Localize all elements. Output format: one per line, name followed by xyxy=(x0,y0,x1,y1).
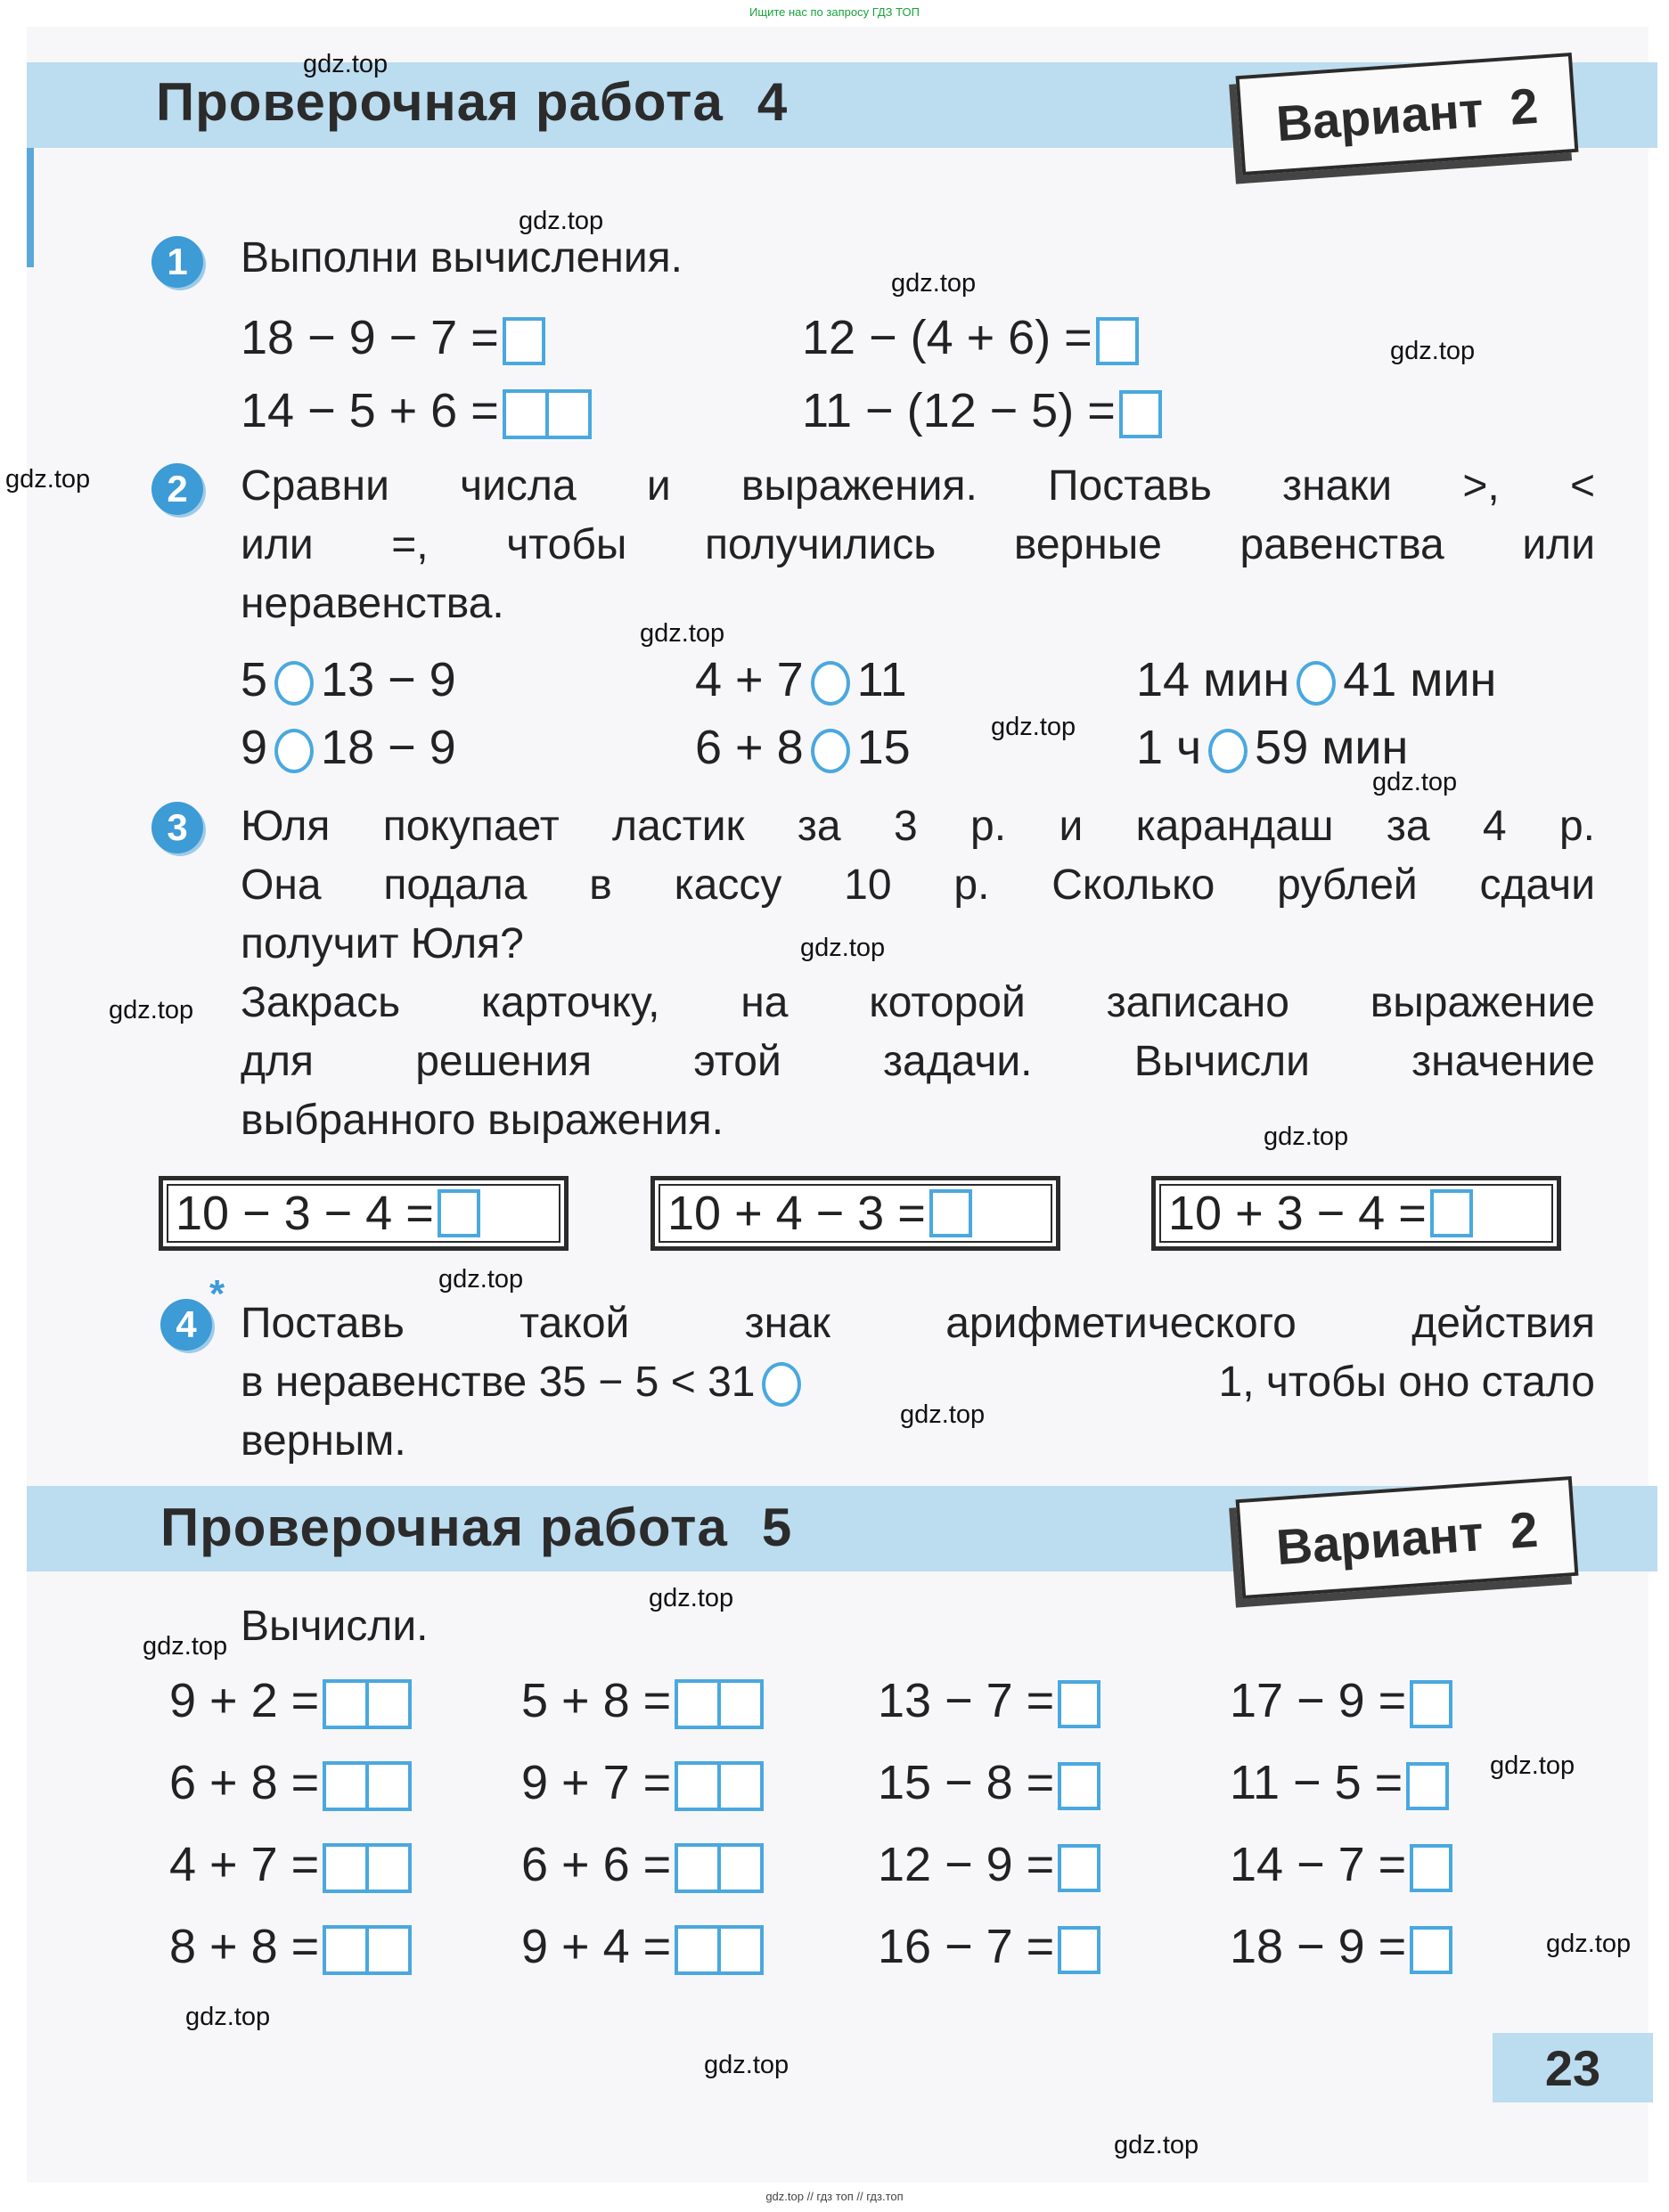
calc-item: 12 − 9 = xyxy=(878,1837,1100,1892)
calc-item: 18 − 9 = xyxy=(1230,1919,1452,1974)
sign-circle[interactable] xyxy=(1208,729,1248,773)
compare-item: 5 13 − 9 xyxy=(241,653,456,706)
task3-number-badge: 3 xyxy=(151,802,203,853)
task2-line: или =, чтобы получились верные равенства или xyxy=(241,521,1595,568)
calc-item: 8 + 8 = xyxy=(169,1919,412,1975)
task2-line: Сравни числа и выражения. Поставь знаки >, < xyxy=(241,462,1595,510)
task4-number-badge: 4 xyxy=(160,1299,212,1351)
watermark: gdz.top xyxy=(1372,768,1458,796)
top-note: Ищите нас по запросу ГДЗ ТОП xyxy=(749,5,920,19)
bottom-note: gdz.top // гдз топ // гдз.топ xyxy=(765,2190,904,2203)
answer-box[interactable] xyxy=(1410,1844,1452,1892)
calc-item: 4 + 7 = xyxy=(169,1837,412,1893)
watermark: gdz.top xyxy=(900,1400,986,1429)
watermark: gdz.top xyxy=(649,1584,734,1612)
task3-line: Юля покупает ластик за 3 р. и карандаш за 4 р. xyxy=(241,803,1595,850)
watermark: gdz.top xyxy=(109,996,194,1024)
answer-box-double[interactable] xyxy=(323,1925,412,1975)
task1-expr: 14 − 5 + 6 = xyxy=(241,383,592,439)
watermark: gdz.top xyxy=(1264,1122,1349,1151)
compare-item: 4 + 7 11 xyxy=(695,653,907,706)
sign-circle[interactable] xyxy=(762,1362,801,1407)
answer-box[interactable] xyxy=(1058,1762,1100,1810)
watermark: gdz.top xyxy=(891,269,977,298)
section4-title: Проверочная работа 4 xyxy=(156,72,789,132)
calc-item: 15 − 8 = xyxy=(878,1755,1100,1810)
calc-item: 9 + 7 = xyxy=(521,1755,764,1811)
answer-box-double[interactable] xyxy=(503,389,592,439)
calc-item: 11 − 5 = xyxy=(1230,1755,1449,1810)
task3-line: Она подала в кассу 10 р. Сколько рублей сдачи xyxy=(241,861,1595,909)
page-number: 23 xyxy=(1493,2033,1653,2102)
star-mark: * xyxy=(209,1272,225,1316)
section5-prompt: Вычисли. xyxy=(241,1603,429,1650)
watermark: gdz.top xyxy=(704,2051,790,2079)
answer-box[interactable] xyxy=(1058,1844,1100,1892)
compare-item: 1 ч 59 мин xyxy=(1136,721,1409,774)
task1-expr: 18 − 9 − 7 = xyxy=(241,310,545,365)
compare-item: 6 + 8 15 xyxy=(695,721,911,774)
task1-expr: 11 − (12 − 5) = xyxy=(802,383,1162,438)
answer-box[interactable] xyxy=(1058,1680,1100,1728)
watermark: gdz.top xyxy=(5,465,91,494)
task2-line: неравенства. xyxy=(241,580,504,627)
sign-circle[interactable] xyxy=(811,729,850,773)
answer-box[interactable] xyxy=(438,1189,480,1237)
sign-circle[interactable] xyxy=(274,729,314,773)
expression-card[interactable]: 10 − 3 − 4 = xyxy=(159,1176,569,1251)
answer-box[interactable] xyxy=(1406,1762,1449,1810)
task1-number-badge: 1 xyxy=(151,236,203,288)
compare-item: 9 18 − 9 xyxy=(241,721,456,774)
calc-item: 17 − 9 = xyxy=(1230,1673,1452,1728)
calc-item: 16 − 7 = xyxy=(878,1919,1100,1974)
watermark: gdz.top xyxy=(438,1265,524,1294)
answer-box[interactable] xyxy=(1430,1189,1473,1237)
task3-line: Закрась карточку, на которой записано выражение xyxy=(241,979,1595,1026)
watermark: gdz.top xyxy=(1114,2131,1199,2159)
sign-circle[interactable] xyxy=(1297,661,1336,706)
task3-line: получит Юля? xyxy=(241,920,524,967)
calc-item: 9 + 4 = xyxy=(521,1919,764,1975)
answer-box-double[interactable] xyxy=(675,1925,764,1975)
answer-box[interactable] xyxy=(929,1189,972,1237)
compare-item: 14 мин 41 мин xyxy=(1136,653,1497,706)
answer-box-double[interactable] xyxy=(675,1761,764,1811)
watermark: gdz.top xyxy=(1490,1751,1575,1780)
task4-line: в неравенстве 35 − 5 < 31 1, чтобы оно стало xyxy=(241,1359,1595,1406)
answer-box-double[interactable] xyxy=(675,1843,764,1893)
calc-item: 5 + 8 = xyxy=(521,1673,764,1729)
expression-card[interactable]: 10 + 4 − 3 = xyxy=(650,1176,1060,1251)
watermark: gdz.top xyxy=(303,50,389,78)
task1-prompt: Выполни вычисления. xyxy=(241,234,683,282)
watermark: gdz.top xyxy=(991,713,1076,741)
calc-item: 14 − 7 = xyxy=(1230,1837,1452,1892)
task3-line: выбранного выражения. xyxy=(241,1097,724,1144)
task4-line: Поставь такой знак арифметического действия xyxy=(241,1300,1595,1347)
answer-box[interactable] xyxy=(503,317,545,365)
watermark: gdz.top xyxy=(800,934,886,962)
answer-box-double[interactable] xyxy=(323,1679,412,1729)
watermark: gdz.top xyxy=(185,2003,271,2031)
sign-circle[interactable] xyxy=(274,661,314,706)
section5-title: Проверочная работа 5 xyxy=(160,1498,793,1557)
watermark: gdz.top xyxy=(1390,337,1476,365)
section4-variant-badge: Вариант 2 xyxy=(1236,53,1579,175)
watermark: gdz.top xyxy=(640,619,725,648)
sign-circle[interactable] xyxy=(811,661,850,706)
watermark: gdz.top xyxy=(519,207,604,235)
calc-item: 6 + 6 = xyxy=(521,1837,764,1893)
expression-card[interactable]: 10 + 3 − 4 = xyxy=(1151,1176,1561,1251)
section5-variant-badge: Вариант 2 xyxy=(1236,1476,1579,1599)
answer-box-double[interactable] xyxy=(323,1843,412,1893)
answer-box[interactable] xyxy=(1058,1926,1100,1974)
task4-line: верным. xyxy=(241,1417,406,1465)
watermark: gdz.top xyxy=(143,1632,228,1661)
answer-box[interactable] xyxy=(1119,390,1162,438)
answer-box-double[interactable] xyxy=(323,1761,412,1811)
task2-number-badge: 2 xyxy=(151,463,203,515)
watermark: gdz.top xyxy=(1546,1930,1632,1958)
calc-item: 13 − 7 = xyxy=(878,1673,1100,1728)
answer-box[interactable] xyxy=(1410,1680,1452,1728)
calc-item: 6 + 8 = xyxy=(169,1755,412,1811)
task3-line: для решения этой задачи. Вычисли значение xyxy=(241,1038,1595,1085)
task1-expr: 12 − (4 + 6) = xyxy=(802,310,1139,365)
calc-item: 9 + 2 = xyxy=(169,1673,412,1729)
answer-box-double[interactable] xyxy=(675,1679,764,1729)
answer-box[interactable] xyxy=(1410,1926,1452,1974)
answer-box[interactable] xyxy=(1096,317,1139,365)
